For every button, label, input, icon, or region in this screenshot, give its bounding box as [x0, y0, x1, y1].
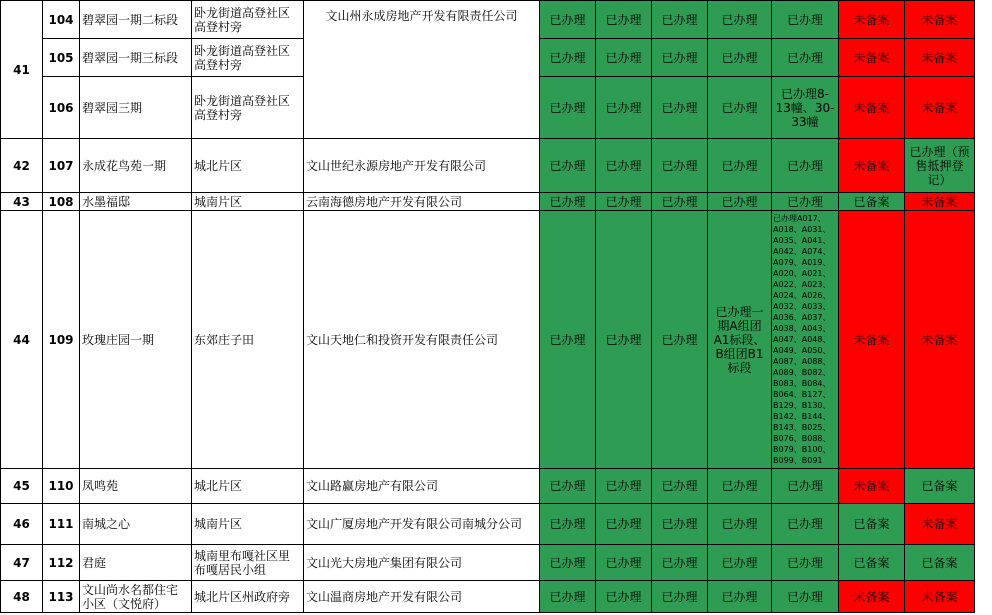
- project-name-cell: 君庭: [80, 545, 192, 581]
- status-cell: 已办理: [772, 139, 839, 193]
- status-cell: 已办理: [708, 139, 772, 193]
- seq-cell: 43: [1, 193, 43, 211]
- status-cell: 已办理: [652, 545, 708, 581]
- status-cell: 已办理: [540, 545, 596, 581]
- status-cell: 已办理: [708, 581, 772, 613]
- status-cell: 已办理: [540, 504, 596, 545]
- status-cell: 已办理: [708, 193, 772, 211]
- status-cell: 已办理: [652, 193, 708, 211]
- status-cell: 已办理: [772, 581, 839, 613]
- number-cell: 109: [43, 211, 80, 469]
- project-name-cell: 玫瑰庄园一期: [80, 211, 192, 469]
- seq-cell: 42: [1, 139, 43, 193]
- status-cell: 未备案: [839, 469, 905, 504]
- number-cell: 111: [43, 504, 80, 545]
- status-cell: 已办理: [596, 211, 652, 469]
- status-cell: 未备案: [905, 193, 975, 211]
- status-cell: 已备案: [905, 545, 975, 581]
- location-cell: 卧龙街道高登社区高登村旁: [192, 39, 304, 77]
- developer-cell: 文山天地仁和投资开发有限责任公司: [304, 211, 540, 469]
- table-row: [1, 581, 975, 613]
- status-cell: 已办理: [540, 39, 596, 77]
- project-name-cell: 文山尚水名都住宅小区（文悦府）: [80, 581, 192, 613]
- developer-cell: 云南海德房地产开发有限公司: [304, 193, 540, 211]
- location-cell: 卧龙街道高登社区高登村旁: [192, 1, 304, 39]
- seq-cell: 41: [1, 1, 43, 139]
- project-name-cell: 水墨福邸: [80, 193, 192, 211]
- status-cell: 已办理: [596, 545, 652, 581]
- location-cell: 城南里布嘎社区里布嘎居民小组: [192, 545, 304, 581]
- status-cell: 已办理: [540, 1, 596, 39]
- number-cell: 112: [43, 545, 80, 581]
- table-row: [1, 469, 975, 504]
- status-cell: 已办理A017、A018、A031、A035、A041、A042、A074、A079、A019、A020、A021、A022、A023、A024、A026、A032、A033、A036、A037、A038、A043、A047、A048、A049、A050、A087、A088、A089、B082、B083、B084、B064、B127、B129、B130、B142、B144、B143、B025、B076、B088、B079、B100、B099、B091: [772, 211, 839, 469]
- status-cell: 已备案: [839, 545, 905, 581]
- status-cell: 已办理一期A组团A1标段、B组团B1标段: [708, 211, 772, 469]
- developer-cell: 文山州永成房地产开发有限责任公司: [304, 1, 540, 139]
- status-cell: 已办理: [772, 39, 839, 77]
- project-name-cell: 凤鸣苑: [80, 469, 192, 504]
- location-cell: 城南片区: [192, 193, 304, 211]
- status-cell: 已办理8-13幢、30-33幢: [772, 77, 839, 139]
- developer-cell: 文山光大房地产集团有限公司: [304, 545, 540, 581]
- status-cell: 未备案: [905, 39, 975, 77]
- status-cell: 已办理: [772, 469, 839, 504]
- status-cell: 已办理: [652, 39, 708, 77]
- project-name-cell: 南城之心: [80, 504, 192, 545]
- table-row: [1, 504, 975, 545]
- status-cell: 已办理: [540, 469, 596, 504]
- status-cell: 已办理: [540, 581, 596, 613]
- seq-cell: 47: [1, 545, 43, 581]
- status-cell: 已办理: [652, 504, 708, 545]
- status-cell: 未备案: [905, 504, 975, 545]
- status-cell: 已办理: [708, 469, 772, 504]
- status-cell: 已备案: [839, 504, 905, 545]
- location-cell: 城北片区: [192, 139, 304, 193]
- status-cell: 未备案: [839, 1, 905, 39]
- status-cell: 已办理: [708, 545, 772, 581]
- status-cell: 已办理: [652, 1, 708, 39]
- status-cell: 已办理: [772, 504, 839, 545]
- status-cell: 未备案: [905, 211, 975, 469]
- status-cell: 已办理: [708, 504, 772, 545]
- status-cell: 未备案: [839, 139, 905, 193]
- status-cell: 已办理: [708, 39, 772, 77]
- status-cell: 已办理: [652, 211, 708, 469]
- status-cell: 已办理: [596, 77, 652, 139]
- status-cell: 已办理: [708, 1, 772, 39]
- number-cell: 113: [43, 581, 80, 613]
- seq-cell: 45: [1, 469, 43, 504]
- status-cell: 已办理: [772, 545, 839, 581]
- project-name-cell: 碧翠园一期三标段: [80, 39, 192, 77]
- number-cell: 108: [43, 193, 80, 211]
- location-cell: 城北片区: [192, 469, 304, 504]
- location-cell: 卧龙街道高登社区高登村旁: [192, 77, 304, 139]
- status-cell: 未备案: [905, 1, 975, 39]
- table-row: [1, 1, 975, 39]
- project-name-cell: 碧翠园一期二标段: [80, 1, 192, 39]
- status-cell: 已办理: [540, 77, 596, 139]
- status-cell: 已办理（预售抵押登记）: [905, 139, 975, 193]
- location-cell: 东郊庄子田: [192, 211, 304, 469]
- status-cell: 已办理: [596, 581, 652, 613]
- seq-cell: 44: [1, 211, 43, 469]
- status-cell: 已办理: [596, 193, 652, 211]
- number-cell: 110: [43, 469, 80, 504]
- number-cell: 104: [43, 1, 80, 39]
- status-cell: 未备案: [839, 211, 905, 469]
- status-cell: 已办理: [540, 193, 596, 211]
- status-cell: 已办理: [652, 139, 708, 193]
- number-cell: 107: [43, 139, 80, 193]
- status-cell: 已办理: [596, 139, 652, 193]
- status-cell: 已办理: [596, 1, 652, 39]
- status-cell: 未备案: [905, 77, 975, 139]
- project-name-cell: 永成花鸟苑一期: [80, 139, 192, 193]
- status-cell: 已备案: [905, 469, 975, 504]
- location-cell: 城北片区州政府旁: [192, 581, 304, 613]
- seq-cell: 46: [1, 504, 43, 545]
- status-cell: 已办理: [772, 1, 839, 39]
- developer-cell: 文山路赢房地产有限公司: [304, 469, 540, 504]
- status-cell: 已办理: [596, 504, 652, 545]
- number-cell: 105: [43, 39, 80, 77]
- status-cell: 未备案: [905, 581, 975, 613]
- location-cell: 城南片区: [192, 504, 304, 545]
- status-cell: 已办理: [652, 469, 708, 504]
- status-cell: 未备案: [839, 77, 905, 139]
- status-cell: 已办理: [596, 39, 652, 77]
- status-cell: 已办理: [540, 211, 596, 469]
- seq-cell: 48: [1, 581, 43, 613]
- status-cell: 已备案: [839, 193, 905, 211]
- number-cell: 106: [43, 77, 80, 139]
- project-name-cell: 碧翠园三期: [80, 77, 192, 139]
- status-cell: 已办理: [772, 193, 839, 211]
- status-cell: 已办理: [540, 139, 596, 193]
- table-row: [1, 139, 975, 193]
- status-cell: 已办理: [596, 469, 652, 504]
- status-cell: 已办理: [652, 581, 708, 613]
- table-row: [1, 545, 975, 581]
- table-row: [1, 193, 975, 211]
- status-cell: 已办理: [708, 77, 772, 139]
- status-cell: 已办理: [652, 77, 708, 139]
- status-cell: 未备案: [839, 39, 905, 77]
- status-cell: 未备案: [839, 581, 905, 613]
- table-row: [1, 211, 975, 469]
- developer-cell: 文山世纪永源房地产开发有限公司: [304, 139, 540, 193]
- developer-cell: 文山温商房地产开发有限公司: [304, 581, 540, 613]
- developer-cell: 文山广厦房地产开发有限公司南城分公司: [304, 504, 540, 545]
